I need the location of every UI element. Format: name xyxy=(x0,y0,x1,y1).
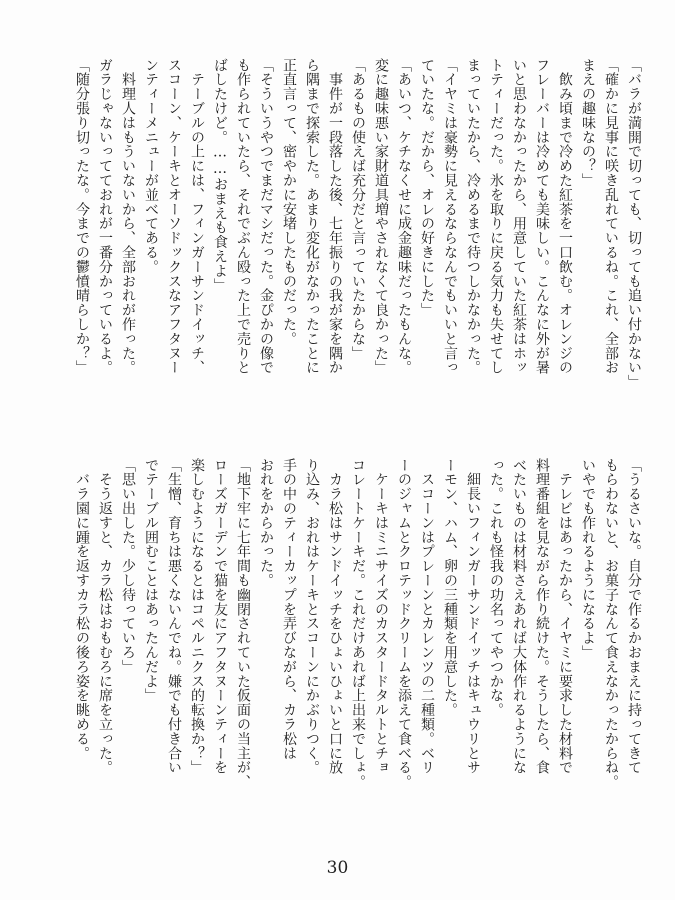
text-column: そう返すと、カラ松はおもむろに席を立った。 xyxy=(97,458,113,775)
text-column: まえの趣味なの？」 xyxy=(580,58,596,188)
text-column: おれをからかった。 xyxy=(258,458,274,588)
text-column: べたいものは材料さえあれば大体作れるようにな xyxy=(511,458,527,775)
text-column: 「あいつ、ケチなくせに成金趣味だったもんな。 xyxy=(396,58,412,375)
text-column: 楽しむようになるとはコペルニクス的転換か？」 xyxy=(189,458,205,775)
text-column: 「生憎、育ちは悪くないんでね。嫌でも付き合い xyxy=(166,458,182,775)
text-column: 料理番組を見ながら作り続けた。そうしたら、食 xyxy=(534,458,550,775)
text-column: 「イヤミは豪勢に見えるならなんでもいいと言っ xyxy=(442,58,458,375)
text-column: 事件が一段落した後、七年振りの我が家を隅か xyxy=(327,58,343,375)
text-column: 飲み頃まで冷めた紅茶を一口飲む。オレンジの xyxy=(557,58,573,375)
text-column: トティーだった。氷を取りに戻る気力も失せてし xyxy=(488,58,504,375)
text-column: いやでも作れるようになるよ」 xyxy=(580,458,596,660)
text-column: 「そういうやつでまだマシだった。金ぴかの像で xyxy=(258,58,274,375)
text-column: 手の中のティーカップを弄びながら、カラ松は xyxy=(281,458,297,761)
text-column: テーブルの上には、フィンガーサンドイッチ、 xyxy=(189,58,205,375)
upper-text-block xyxy=(70,58,645,418)
text-column: でテーブル囲むことはあったんだよ」 xyxy=(143,458,159,703)
text-column: まっていたから、冷めるまで待つしかなかった。 xyxy=(465,58,481,375)
text-column: り込み、おれはケーキとスコーンにかぶりつく。 xyxy=(304,458,320,775)
text-column: 「あるもの使えば充分だと言っていたからな」 xyxy=(350,58,366,361)
text-column: ーモン、ハム、卵の三種類を用意した。 xyxy=(442,458,458,718)
text-column: 「うるさいな。自分で作るかおまえに持ってきて xyxy=(626,458,642,775)
text-column: 変に趣味悪い家財道具増やされなくて良かった」 xyxy=(373,58,389,375)
text-column: ンティーメニューが並べてある。 xyxy=(143,58,159,274)
text-column: ていたな。だから、オレの好きにした」 xyxy=(419,58,435,318)
text-column: スコーンはプレーンとカレンツの二種類。ベリ xyxy=(419,458,435,775)
text-column: ローズガーデンで猫を友にアフタヌーンティーを xyxy=(212,458,228,775)
text-column: 料理人はもういないから、全部おれが作った。 xyxy=(120,58,136,375)
text-column: コレートケーキだ。これだけあれば上出来でしょ。 xyxy=(350,458,366,790)
text-column: もらわないと、お菓子なんて食えなかったからね。 xyxy=(603,458,619,790)
text-column: バラ園に踵を返すカラ松の後ろ姿を眺める。 xyxy=(74,458,90,761)
text-column: カラ松はサンドイッチをひょいひょいと口に放 xyxy=(327,458,343,775)
text-column: った。これも怪我の功名ってやつかな。 xyxy=(488,458,504,718)
text-column: ーのジャムとクロテッドクリームを添えて食べる。 xyxy=(396,458,412,790)
text-column: 細長いフィンガーサンドイッチはキュウリとサ xyxy=(465,458,481,775)
text-column: も作られていたら、それでぶん殴った上で売りと xyxy=(235,58,251,375)
text-column: フレーバーは冷めても美味しい。こんなに外が暑 xyxy=(534,58,550,375)
lower-text-block xyxy=(70,458,645,818)
text-column: 正直言って、密やかに安堵したものだった。 xyxy=(281,58,297,346)
text-column: ばしたけど。……おまえも食えよ」 xyxy=(212,58,228,293)
text-column: いと思わなかったから、用意していた紅茶はホッ xyxy=(511,58,527,375)
text-column: 「思い出した。少し待っていろ」 xyxy=(120,458,136,674)
text-column: 「バラが満開で切っても、切っても追い付かない」 xyxy=(626,58,642,390)
text-column: 「地下牢に七年間も幽閉されていた仮面の当主が、 xyxy=(235,458,251,790)
text-column: ガラじゃないってておれが一番分かっているよ。 xyxy=(97,58,113,375)
text-column: ケーキはミニサイズのカスタードタルトとチョ xyxy=(373,458,389,775)
text-column: 「確かに見事に咲き乱れているね。これ、全部お xyxy=(603,58,619,375)
text-column: 「随分張り切ったな。今までの鬱憤晴らしか？」 xyxy=(74,58,90,375)
text-column: ら隅まで探索した。あまり変化がなかったことに xyxy=(304,58,320,375)
page-number: 30 xyxy=(326,858,349,878)
text-column: テレビはあったから、イヤミに要求した材料で xyxy=(557,458,573,775)
text-column: スコーン、ケーキとオーソドックスなアフタヌー xyxy=(166,58,182,375)
